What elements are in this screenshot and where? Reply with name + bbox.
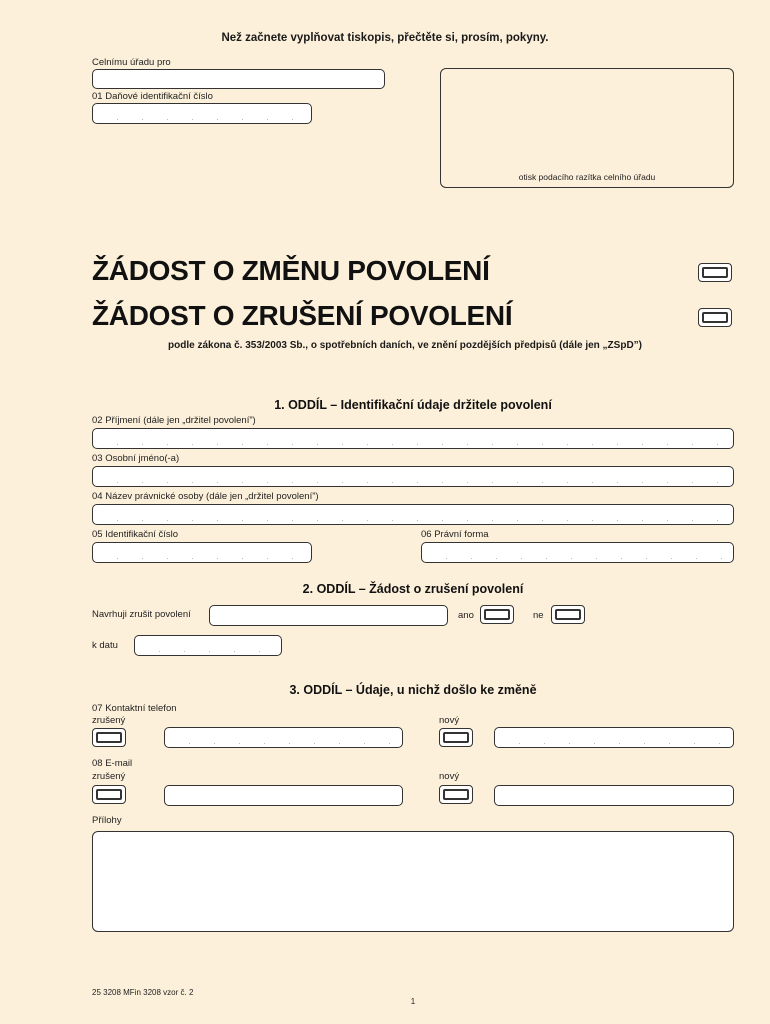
no-label: ne bbox=[533, 610, 544, 621]
page-number: 1 bbox=[410, 997, 416, 1006]
firstname-field[interactable] bbox=[92, 466, 734, 487]
phone-cancelled-field[interactable] bbox=[164, 727, 403, 748]
stamp-caption: otisk podacího razítka celního úřadu bbox=[518, 172, 656, 182]
tax-id-field[interactable] bbox=[92, 103, 312, 124]
office-field[interactable] bbox=[92, 69, 385, 89]
stamp-box bbox=[440, 68, 734, 188]
phone-label: 07 Kontaktní telefon bbox=[92, 703, 177, 714]
yes-label: ano bbox=[458, 610, 474, 621]
email-new-field[interactable] bbox=[494, 785, 734, 806]
surname-label: 02 Příjmení (dále jen „držitel povolení”) bbox=[92, 415, 256, 426]
legal-form-field[interactable] bbox=[421, 542, 734, 563]
email-label: 08 E-mail bbox=[92, 758, 133, 769]
instructions: Než začnete vyplňovat tiskopis, přečtěte si, prosím, pokyny. bbox=[221, 32, 549, 44]
email-new-label: nový bbox=[439, 771, 460, 782]
company-field[interactable] bbox=[92, 504, 734, 525]
email-cancelled-label: zrušený bbox=[92, 771, 126, 782]
section2-heading: 2. ODDÍL – Žádost o zrušení povolení bbox=[302, 582, 524, 596]
company-label: 04 Název právnické osoby (dále jen „držitel povolení”) bbox=[92, 491, 319, 502]
surname-field[interactable] bbox=[92, 428, 734, 449]
checkbox-change[interactable] bbox=[698, 263, 732, 282]
checkbox-no[interactable] bbox=[551, 605, 585, 624]
id-number-field[interactable] bbox=[92, 542, 312, 563]
checkbox-email-cancelled[interactable] bbox=[92, 785, 126, 804]
legal-form-label: 06 Právní forma bbox=[421, 529, 489, 540]
checkbox-email-new[interactable] bbox=[439, 785, 473, 804]
date-label: k datu bbox=[92, 640, 118, 651]
tax-id-label: 01 Daňové identifikační číslo bbox=[92, 91, 213, 102]
attachments-field[interactable] bbox=[92, 831, 734, 932]
checkbox-phone-new[interactable] bbox=[439, 728, 473, 747]
phone-new-field[interactable] bbox=[494, 727, 734, 748]
propose-label: Navrhuji zrušit povolení bbox=[92, 609, 191, 620]
propose-field[interactable] bbox=[209, 605, 448, 626]
title-change: ŽÁDOST O ZMĚNU POVOLENÍ bbox=[92, 255, 490, 286]
attachments-label: Přílohy bbox=[92, 815, 122, 826]
section1-heading: 1. ODDÍL – Identifikační údaje držitele povolení bbox=[274, 398, 552, 412]
section3-heading: 3. ODDÍL – Údaje, u nichž došlo ke změně bbox=[289, 683, 537, 697]
form-code: 25 3208 MFin 3208 vzor č. 2 bbox=[92, 988, 194, 997]
checkbox-yes[interactable] bbox=[480, 605, 514, 624]
firstname-label: 03 Osobní jméno(-a) bbox=[92, 453, 180, 464]
title-cancel: ŽÁDOST O ZRUŠENÍ POVOLENÍ bbox=[92, 300, 513, 331]
id-number-label: 05 Identifikační číslo bbox=[92, 529, 179, 540]
checkbox-cancel[interactable] bbox=[698, 308, 732, 327]
date-field[interactable] bbox=[134, 635, 282, 656]
phone-cancelled-label: zrušený bbox=[92, 715, 126, 726]
checkbox-phone-cancelled[interactable] bbox=[92, 728, 126, 747]
phone-new-label: nový bbox=[439, 715, 460, 726]
email-cancelled-field[interactable] bbox=[164, 785, 403, 806]
law-reference: podle zákona č. 353/2003 Sb., o spotřebních daních, ve znění pozdějších předpisů (dále jen „ZSpD”) bbox=[168, 340, 642, 351]
office-label: Celnímu úřadu pro bbox=[92, 57, 171, 68]
